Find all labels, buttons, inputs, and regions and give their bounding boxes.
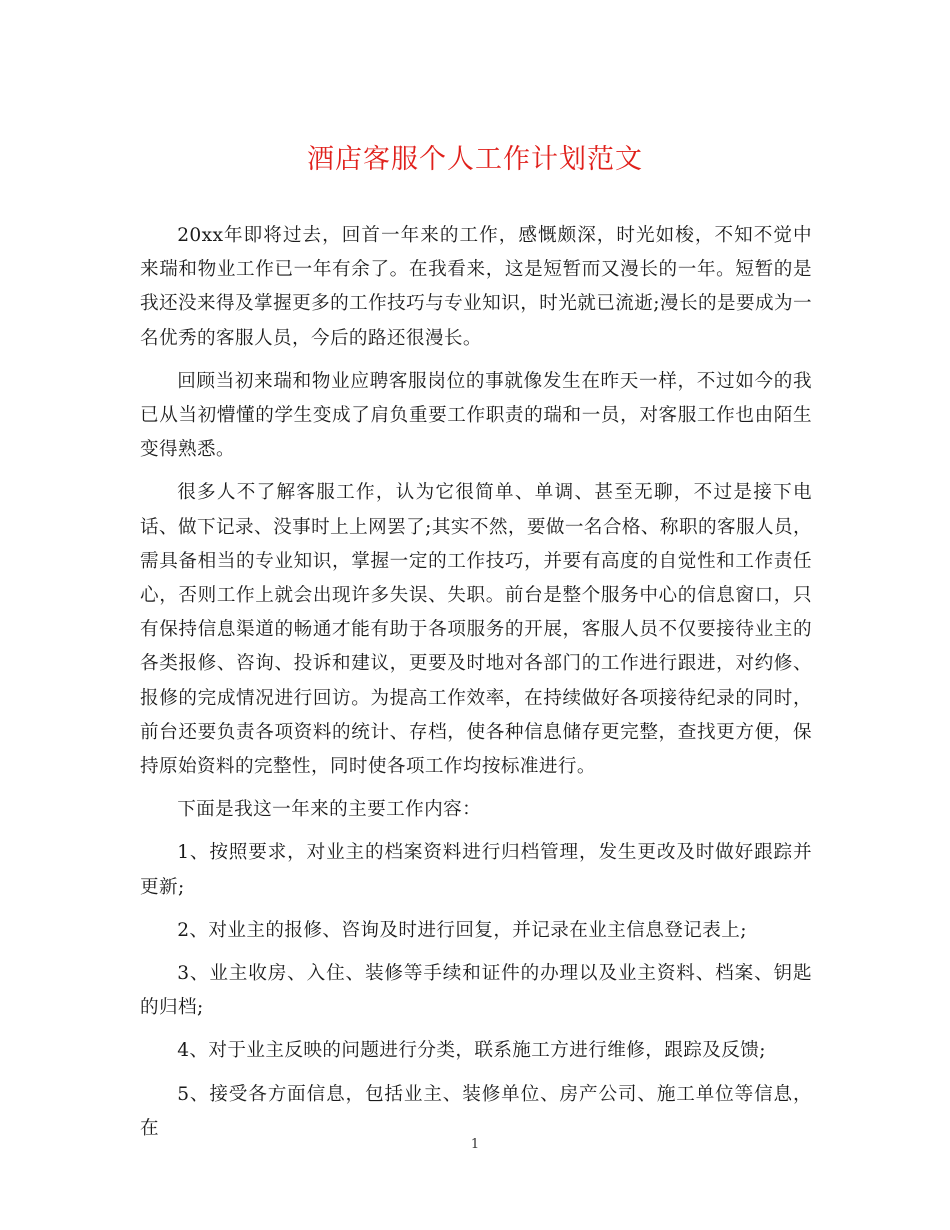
paragraph-intro: 20xx年即将过去，回首一年来的工作，感慨颇深，时光如梭，不知不觉中来瑞和物业工作已一年有余了。在我看来，这是短暂而又漫长的一年。短暂的是我还没来得及掌握更多的工作技巧与专业知识，时光就已流逝;漫长的是要成为一名优秀的客服人员，今后的路还很漫长。 (140, 225, 812, 349)
list-item-2: 2、对业主的报修、咨询及时进行回复，并记录在业主信息登记表上; (177, 919, 747, 941)
list-item-5: 5、接受各方面信息，包括业主、装修单位、房产公司、施工单位等信息，在 (140, 1083, 812, 1139)
paragraph-review: 回顾当初来瑞和物业应聘客服岗位的事就像发生在昨天一样，不过如今的我已从当初懵懂的学生变成了肩负重要工作职责的瑞和一员，对客服工作也由陌生变得熟悉。 (140, 370, 812, 461)
document-title: 酒店客服个人工作计划范文 (307, 144, 643, 175)
paragraph-work-intro: 下面是我这一年来的主要工作内容： (177, 799, 482, 821)
list-item-1: 1、按照要求，对业主的档案资料进行归档管理，发生更改及时做好跟踪并更新; (140, 842, 812, 898)
page-number: 1 (470, 1137, 480, 1152)
paragraph-job-description: 很多人不了解客服工作，认为它很简单、单调、甚至无聊，不过是接下电话、做下记录、没事时上上网罢了;其实不然，要做一名合格、称职的客服人员，需具备相当的专业知识，掌握一定的工作技巧，并要有高度的自觉性和工作责任心，否则工作上就会出现许多失误、失职。前台是整个服务中心的信息窗口，只有保持信息渠道的畅通才能有助于各项服务的开展，客服人员不仅要接待业主的各类报修、咨询、投诉和建议，更要及时地对各部门的工作进行跟进，对约修、报修的完成情况进行回访。为提高工作效率，在持续做好各项接待纪录的同时，前台还要负责各项资料的统计、存档，使各种信息储存更完整，查找更方便，保持原始资料的完整性，同时使各项工作均按标准进行。 (140, 482, 812, 778)
list-item-4: 4、对于业主反映的问题进行分类，联系施工方进行维修，跟踪及反馈; (177, 1040, 766, 1062)
list-item-3: 3、业主收房、入住、装修等手续和证件的办理以及业主资料、档案、钥匙的归档; (140, 963, 812, 1019)
document-body (140, 219, 812, 1155)
